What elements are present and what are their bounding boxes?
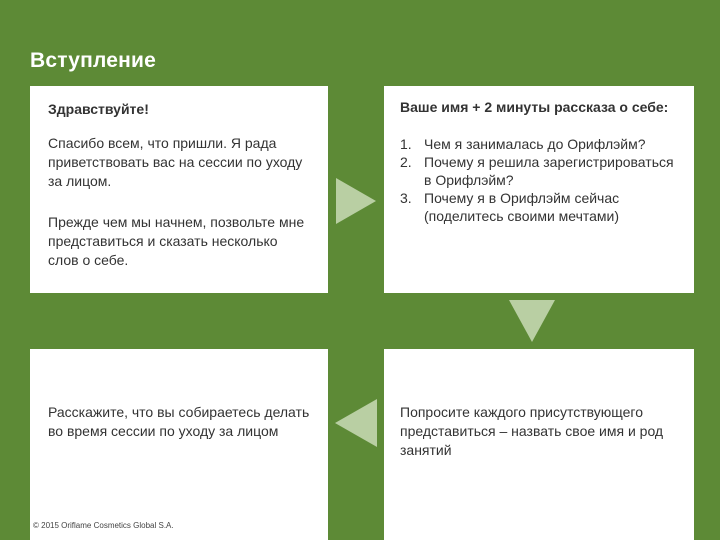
session-plan-text: Расскажите, что вы собираетесь делать во время сессии по уходу за лицом — [48, 404, 310, 439]
list-item — [400, 135, 678, 153]
self-intro-list — [400, 135, 678, 225]
list-item-text: Почему я решила зарегистрироваться в Орифлэйм? — [424, 154, 674, 188]
list-item-text: Чем я занималась до Орифлэйм? — [424, 136, 646, 152]
list-item-number: 1. — [400, 136, 412, 152]
list-item-text: Почему я в Орифлэйм сейчас (поделитесь своими мечтами) — [424, 190, 620, 224]
list-item — [400, 189, 678, 225]
greeting-text: Здравствуйте! — [48, 101, 149, 117]
ask-participants-box — [384, 349, 694, 540]
list-item — [400, 153, 678, 189]
intro-greeting-box — [30, 86, 328, 293]
self-intro-box — [384, 86, 694, 293]
copyright-text: © 2015 Oriflame Cosmetics Global S.A. — [33, 521, 174, 530]
thanks-paragraph: Спасибо всем, что пришли. Я рада приветствовать вас на сессии по уходу за лицом. — [48, 135, 303, 189]
ask-participants-text: Попросите каждого присутствующего представиться – назвать свое имя и род занятий — [400, 404, 664, 458]
list-item-number: 3. — [400, 190, 412, 206]
self-intro-heading: Ваше имя + 2 минуты рассказа о себе: — [400, 99, 669, 115]
list-item-number: 2. — [400, 154, 412, 170]
session-plan-box — [30, 349, 328, 540]
slide-title: Вступление — [30, 49, 157, 72]
introduce-paragraph: Прежде чем мы начнем, позвольте мне представиться и сказать несколько слов о себе. — [48, 214, 305, 268]
arrow-down-icon — [509, 300, 555, 342]
arrow-right-icon — [336, 178, 376, 224]
arrow-left-icon — [335, 399, 377, 447]
